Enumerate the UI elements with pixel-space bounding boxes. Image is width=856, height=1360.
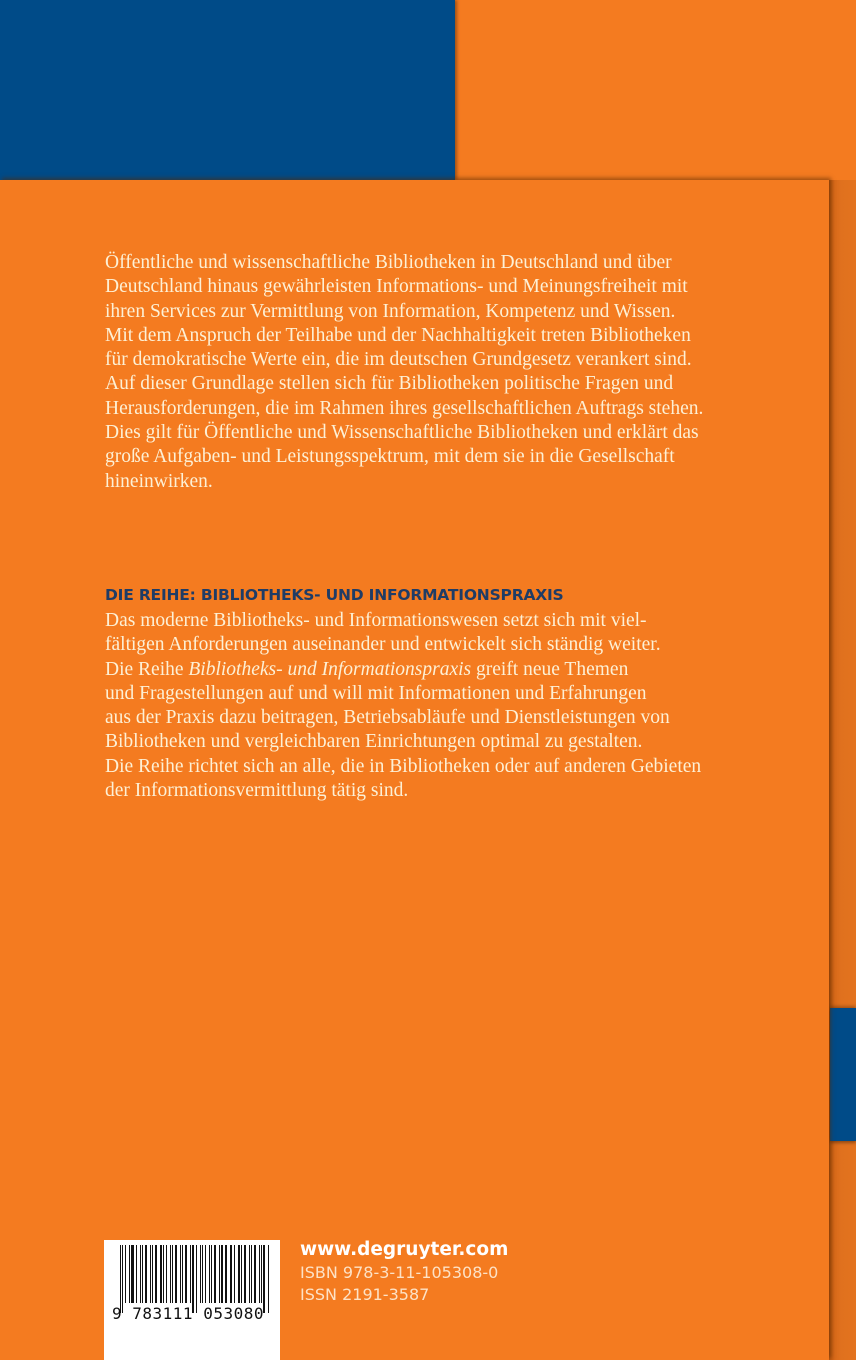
barcode-bar <box>160 1245 162 1303</box>
barcode-bar <box>261 1245 262 1303</box>
intro-line: große Aufgaben- und Leistungsspektrum, mit dem sie in die Gesellschaft <box>105 446 675 468</box>
barcode-bar <box>125 1245 127 1303</box>
barcode-bar <box>155 1245 158 1303</box>
barcode-bar <box>230 1245 231 1303</box>
spine-shadow-strip <box>829 180 856 1360</box>
barcode-bar <box>251 1245 252 1303</box>
intro-paragraph <box>105 251 825 494</box>
intro-line: Herausforderungen, die im Rahmen ihres gesellschaftlichen Auftrags stehen. <box>105 397 704 419</box>
barcode-bar <box>131 1245 134 1303</box>
series-title-italic: Bibliotheks- und Informationspraxis <box>188 658 472 680</box>
series-line-with-title <box>105 658 825 682</box>
barcode-bar <box>268 1245 269 1313</box>
isbn-text: ISBN 978-3-11-105308-0 <box>300 1263 499 1282</box>
barcode-bar <box>190 1245 191 1303</box>
series-line: Bibliotheken und vergleichbaren Einrichtungen optimal zu gestalten. <box>105 731 643 753</box>
intro-line: Auf dieser Grundlage stellen sich für Bibliotheken politische Fragen und <box>105 373 674 395</box>
intro-line: Öffentliche und wissenschaftliche Bibliotheken in Deutschland und über <box>105 252 672 273</box>
series-line-post: greift neue Themen <box>471 658 629 680</box>
intro-line: ihren Services zur Vermittlung von Information, Kompetenz und Wissen. <box>105 300 676 322</box>
barcode-bar <box>200 1245 201 1303</box>
barcode-bar <box>170 1245 171 1303</box>
series-line: fältigen Anforderungen auseinander und entwickelt sich ständig weiter. <box>105 634 661 656</box>
barcode-bar <box>249 1245 250 1303</box>
series-paragraph <box>105 609 825 803</box>
publisher-url[interactable]: www.degruyter.com <box>300 1239 509 1260</box>
barcode-bar <box>172 1245 174 1303</box>
barcode-bar <box>205 1245 206 1303</box>
barcode-bar <box>231 1245 232 1303</box>
barcode-bar <box>196 1245 197 1313</box>
barcode-bar <box>259 1245 260 1303</box>
publisher-info <box>300 1238 508 1306</box>
barcode-bar <box>152 1245 153 1303</box>
intro-line: Deutschland hinaus gewährleisten Informations- und Meinungsfreiheit mit <box>105 276 688 298</box>
series-line: der Informationsvermittlung tätig sind. <box>105 780 409 802</box>
barcode-bar <box>234 1245 235 1303</box>
barcode-bar <box>225 1245 227 1303</box>
barcode-bar <box>219 1245 220 1303</box>
barcode-bar <box>136 1245 137 1303</box>
barcode-digits: 9 783111 053080 <box>112 1304 264 1323</box>
series-line: und Fragestellungen auf und will mit Informationen und Erfahrungen <box>105 682 647 704</box>
blue-side-tab <box>830 1008 856 1141</box>
intro-line: Mit dem Anspruch der Teilhabe und der Nachhaltigkeit treten Bibliotheken <box>105 324 691 346</box>
series-line: aus der Praxis dazu beitragen, Betriebsabläufe und Dienstleistungen von <box>105 707 670 729</box>
barcode-bar <box>221 1245 223 1303</box>
barcode-bar <box>192 1245 194 1313</box>
series-line: Das moderne Bibliotheks- und Informationswesen setzt sich mit viel- <box>105 610 647 631</box>
issn-text: ISSN 2191-3587 <box>300 1285 430 1304</box>
barcode-bar <box>142 1245 144 1303</box>
barcode-bar <box>241 1245 242 1303</box>
barcode-bar <box>175 1245 177 1303</box>
barcode-bar <box>244 1245 247 1303</box>
barcode-bar <box>185 1245 188 1303</box>
barcode-bar <box>122 1245 123 1313</box>
barcode-bar <box>209 1245 210 1303</box>
barcode-bar <box>163 1245 164 1303</box>
barcode-bar <box>166 1245 167 1303</box>
intro-line: hineinwirken. <box>105 470 213 492</box>
barcode-bar <box>182 1245 183 1303</box>
barcode-bar <box>214 1245 217 1303</box>
barcode-bar <box>180 1245 181 1303</box>
barcode-bar <box>211 1245 212 1303</box>
barcode-bar <box>140 1245 141 1303</box>
intro-line: Dies gilt für Öffentliche und Wissenschaftliche Bibliotheken und erklärt das <box>105 422 699 444</box>
barcode-bar <box>254 1245 256 1303</box>
series-line: Die Reihe richtet sich an alle, die in Bibliotheken oder auf anderen Gebieten <box>105 755 702 777</box>
series-heading: DIE REIHE: BIBLIOTHEKS- UND INFORMATIONSPRAXIS <box>105 586 564 604</box>
barcode-bar <box>129 1245 130 1303</box>
barcode-bar <box>202 1245 204 1303</box>
intro-line: für demokratische Werte ein, die im deutschen Grundgesetz verankert sind. <box>105 349 692 371</box>
barcode-bar <box>120 1245 121 1313</box>
barcode-bar <box>150 1245 151 1303</box>
isbn-barcode <box>104 1240 280 1360</box>
barcode-bar <box>238 1245 240 1303</box>
blue-corner-block <box>0 0 455 180</box>
barcode-bar <box>263 1245 265 1313</box>
barcode-bar <box>145 1245 147 1303</box>
series-line-pre: Die Reihe <box>105 658 189 680</box>
